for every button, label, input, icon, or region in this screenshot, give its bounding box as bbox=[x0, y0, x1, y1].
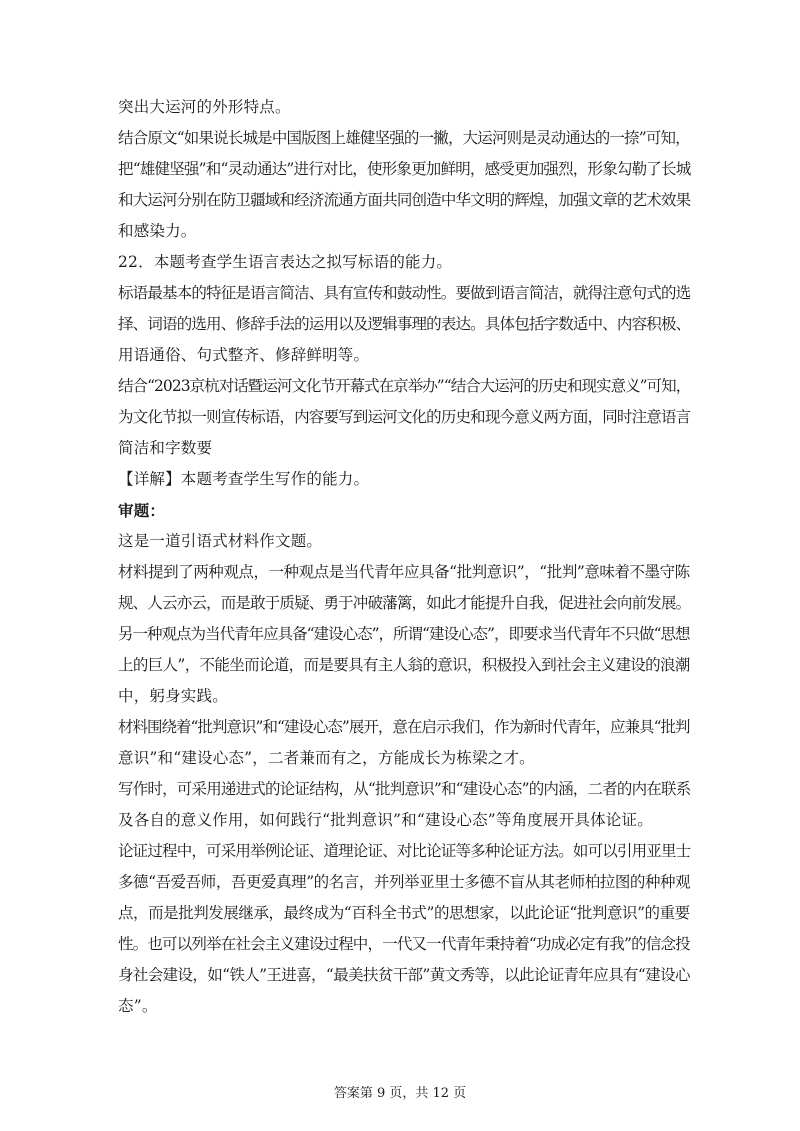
text-line: 意识”和“建设心态”，二者兼而有之，方能成长为栋梁之才。 bbox=[118, 749, 535, 767]
text-line: 点，而是批判发展继承，最终成为“百科全书式”的思想家，以此论证“批判意识”的重要 bbox=[118, 904, 690, 922]
detail-heading: 【详解】本题考查学生写作的能力。 bbox=[118, 470, 370, 488]
text-line: 中，躬身实践。 bbox=[118, 687, 228, 705]
question-22-heading: 22．本题考查学生语言表达之拟写标语的能力。 bbox=[118, 253, 453, 271]
text-line: 突出大运河的外形特点。 bbox=[118, 98, 291, 116]
text-line: 把“雄健坚强”和“灵动通达”进行对比，使形象更加鲜明，感受更加强烈，形象勾勒了长城 bbox=[118, 160, 691, 178]
text-line: 材料提到了两种观点，一种观点是当代青年应具备“批判意识”，“批判”意味着不墨守陈 bbox=[118, 563, 690, 581]
text-line: 论证过程中，可采用举例论证、道理论证、对比论证等多种论证方法。如可以引用亚里士 bbox=[118, 842, 691, 860]
text-line: 性。也可以列举在社会主义建设过程中，一代又一代青年秉持着“功成必定有我”的信念投 bbox=[118, 935, 690, 953]
text-line: 上的巨人”，不能坐而论道，而是要具有主人翁的意识，积极投入到社会主义建设的浪潮 bbox=[118, 656, 690, 674]
page-footer: 答案第 9 页，共 12 页 bbox=[333, 1086, 467, 1101]
text-line: 择、词语的选用、修辞手法的运用以及逻辑事理的表达。具体包括字数适中、内容积极、 bbox=[118, 315, 691, 333]
text-line: 结合原文“如果说长城是中国版图上雄健坚强的一撇，大运河则是灵动通达的一捺”可知， bbox=[118, 129, 690, 147]
text-line: 和感染力。 bbox=[118, 222, 197, 240]
text-line: 和大运河分别在防卫疆域和经济流通方面共同创造中华文明的辉煌，加强文章的艺术效果 bbox=[118, 191, 691, 209]
text-line: 结合“2023京杭对话暨运河文化节开幕式在京举办”“结合大运河的历史和现实意义”可知， bbox=[118, 377, 691, 395]
text-line: 身社会建设，如“铁人”王进喜，“最美扶贫干部”黄文秀等，以此论证青年应具有“建设心 bbox=[118, 966, 690, 984]
answer-text-body bbox=[118, 92, 690, 1022]
text-line: 写作时，可采用递进式的论证结构，从“批判意识”和“建设心态”的内涵，二者的内在联系 bbox=[118, 780, 691, 798]
text-line: 用语通俗、句式整齐、修辞鲜明等。 bbox=[118, 346, 370, 364]
text-line: 材料围绕着“批判意识”和“建设心态”展开，意在启示我们，作为新时代青年，应兼具“批判 bbox=[118, 718, 690, 736]
text-line: 规、人云亦云，而是敢于质疑、勇于冲破藩篱，如此才能提升自我，促进社会向前发展。 bbox=[118, 594, 691, 612]
text-line: 简洁和字数要 bbox=[118, 439, 213, 457]
text-line: 态”。 bbox=[118, 997, 158, 1015]
text-line: 另一种观点为当代青年应具备“建设心态”，所谓“建设心态”，即要求当代青年不只做“思想 bbox=[118, 625, 690, 643]
text-line: 及各自的意义作用，如何践行“批判意识”和“建设心态”等角度展开具体论证。 bbox=[118, 811, 653, 829]
text-line: 这是一道引语式材料作文题。 bbox=[118, 532, 323, 550]
text-line: 多德“吾爱吾师，吾更爱真理”的名言，并列举亚里士多德不盲从其老师柏拉图的种种观 bbox=[118, 873, 691, 891]
text-line: 为文化节拟一则宣传标语，内容要写到运河文化的历史和现今意义两方面，同时注意语言 bbox=[118, 408, 691, 426]
review-heading: 审题： bbox=[118, 501, 166, 520]
text-line: 标语最基本的特征是语言简洁、具有宣传和鼓动性。要做到语言简洁，就得注意句式的选 bbox=[118, 284, 691, 302]
